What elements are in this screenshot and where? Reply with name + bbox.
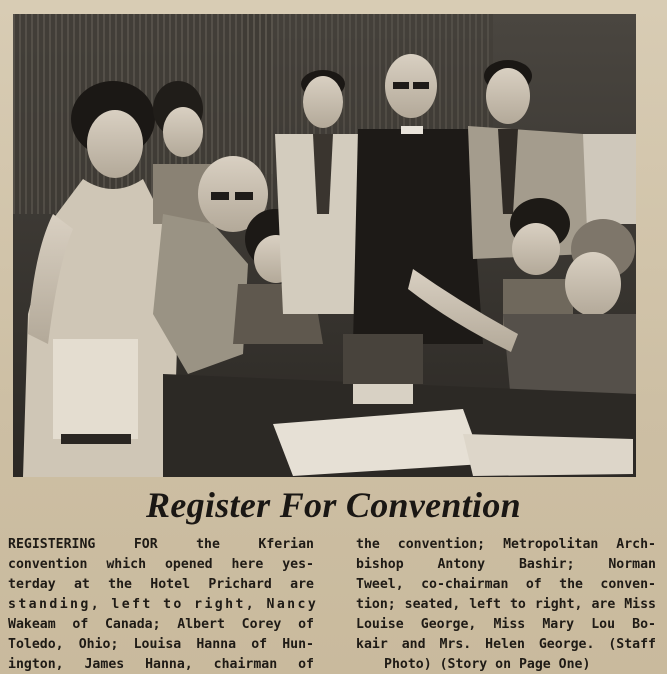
caption-line: Toledo, Ohio; Louisa Hanna of Hun- <box>8 637 314 652</box>
caption-line: Tweel, co-chairman of the conven- <box>356 577 656 592</box>
caption-line: convention which opened here yes- <box>8 557 314 572</box>
caption-line: bishop Antony Bashir; Norman <box>356 557 656 572</box>
caption-line: the convention; Metropolitan Arch- <box>356 537 656 552</box>
photo-illustration <box>13 14 636 477</box>
caption-line: standing, left to right, Nancy <box>8 597 319 612</box>
caption-left-column <box>8 535 319 674</box>
caption-line: terday at the Hotel Prichard are <box>8 577 314 592</box>
caption-line: REGISTERING FOR the Kferian <box>8 537 314 552</box>
caption-line: ington, James Hanna, chairman of <box>8 657 314 672</box>
caption-line: Louise George, Miss Mary Lou Bo- <box>356 617 656 632</box>
headline: Register For Convention <box>146 485 521 525</box>
caption-right-column <box>356 535 656 674</box>
caption-line: Photo) (Story on Page One) <box>384 657 591 672</box>
caption-line: Wakeam of Canada; Albert Corey of <box>8 617 314 632</box>
caption-line: tion; seated, left to right, are Miss <box>356 597 656 612</box>
caption-line: kair and Mrs. Helen George. (Staff <box>356 637 656 652</box>
news-photo <box>13 14 636 477</box>
